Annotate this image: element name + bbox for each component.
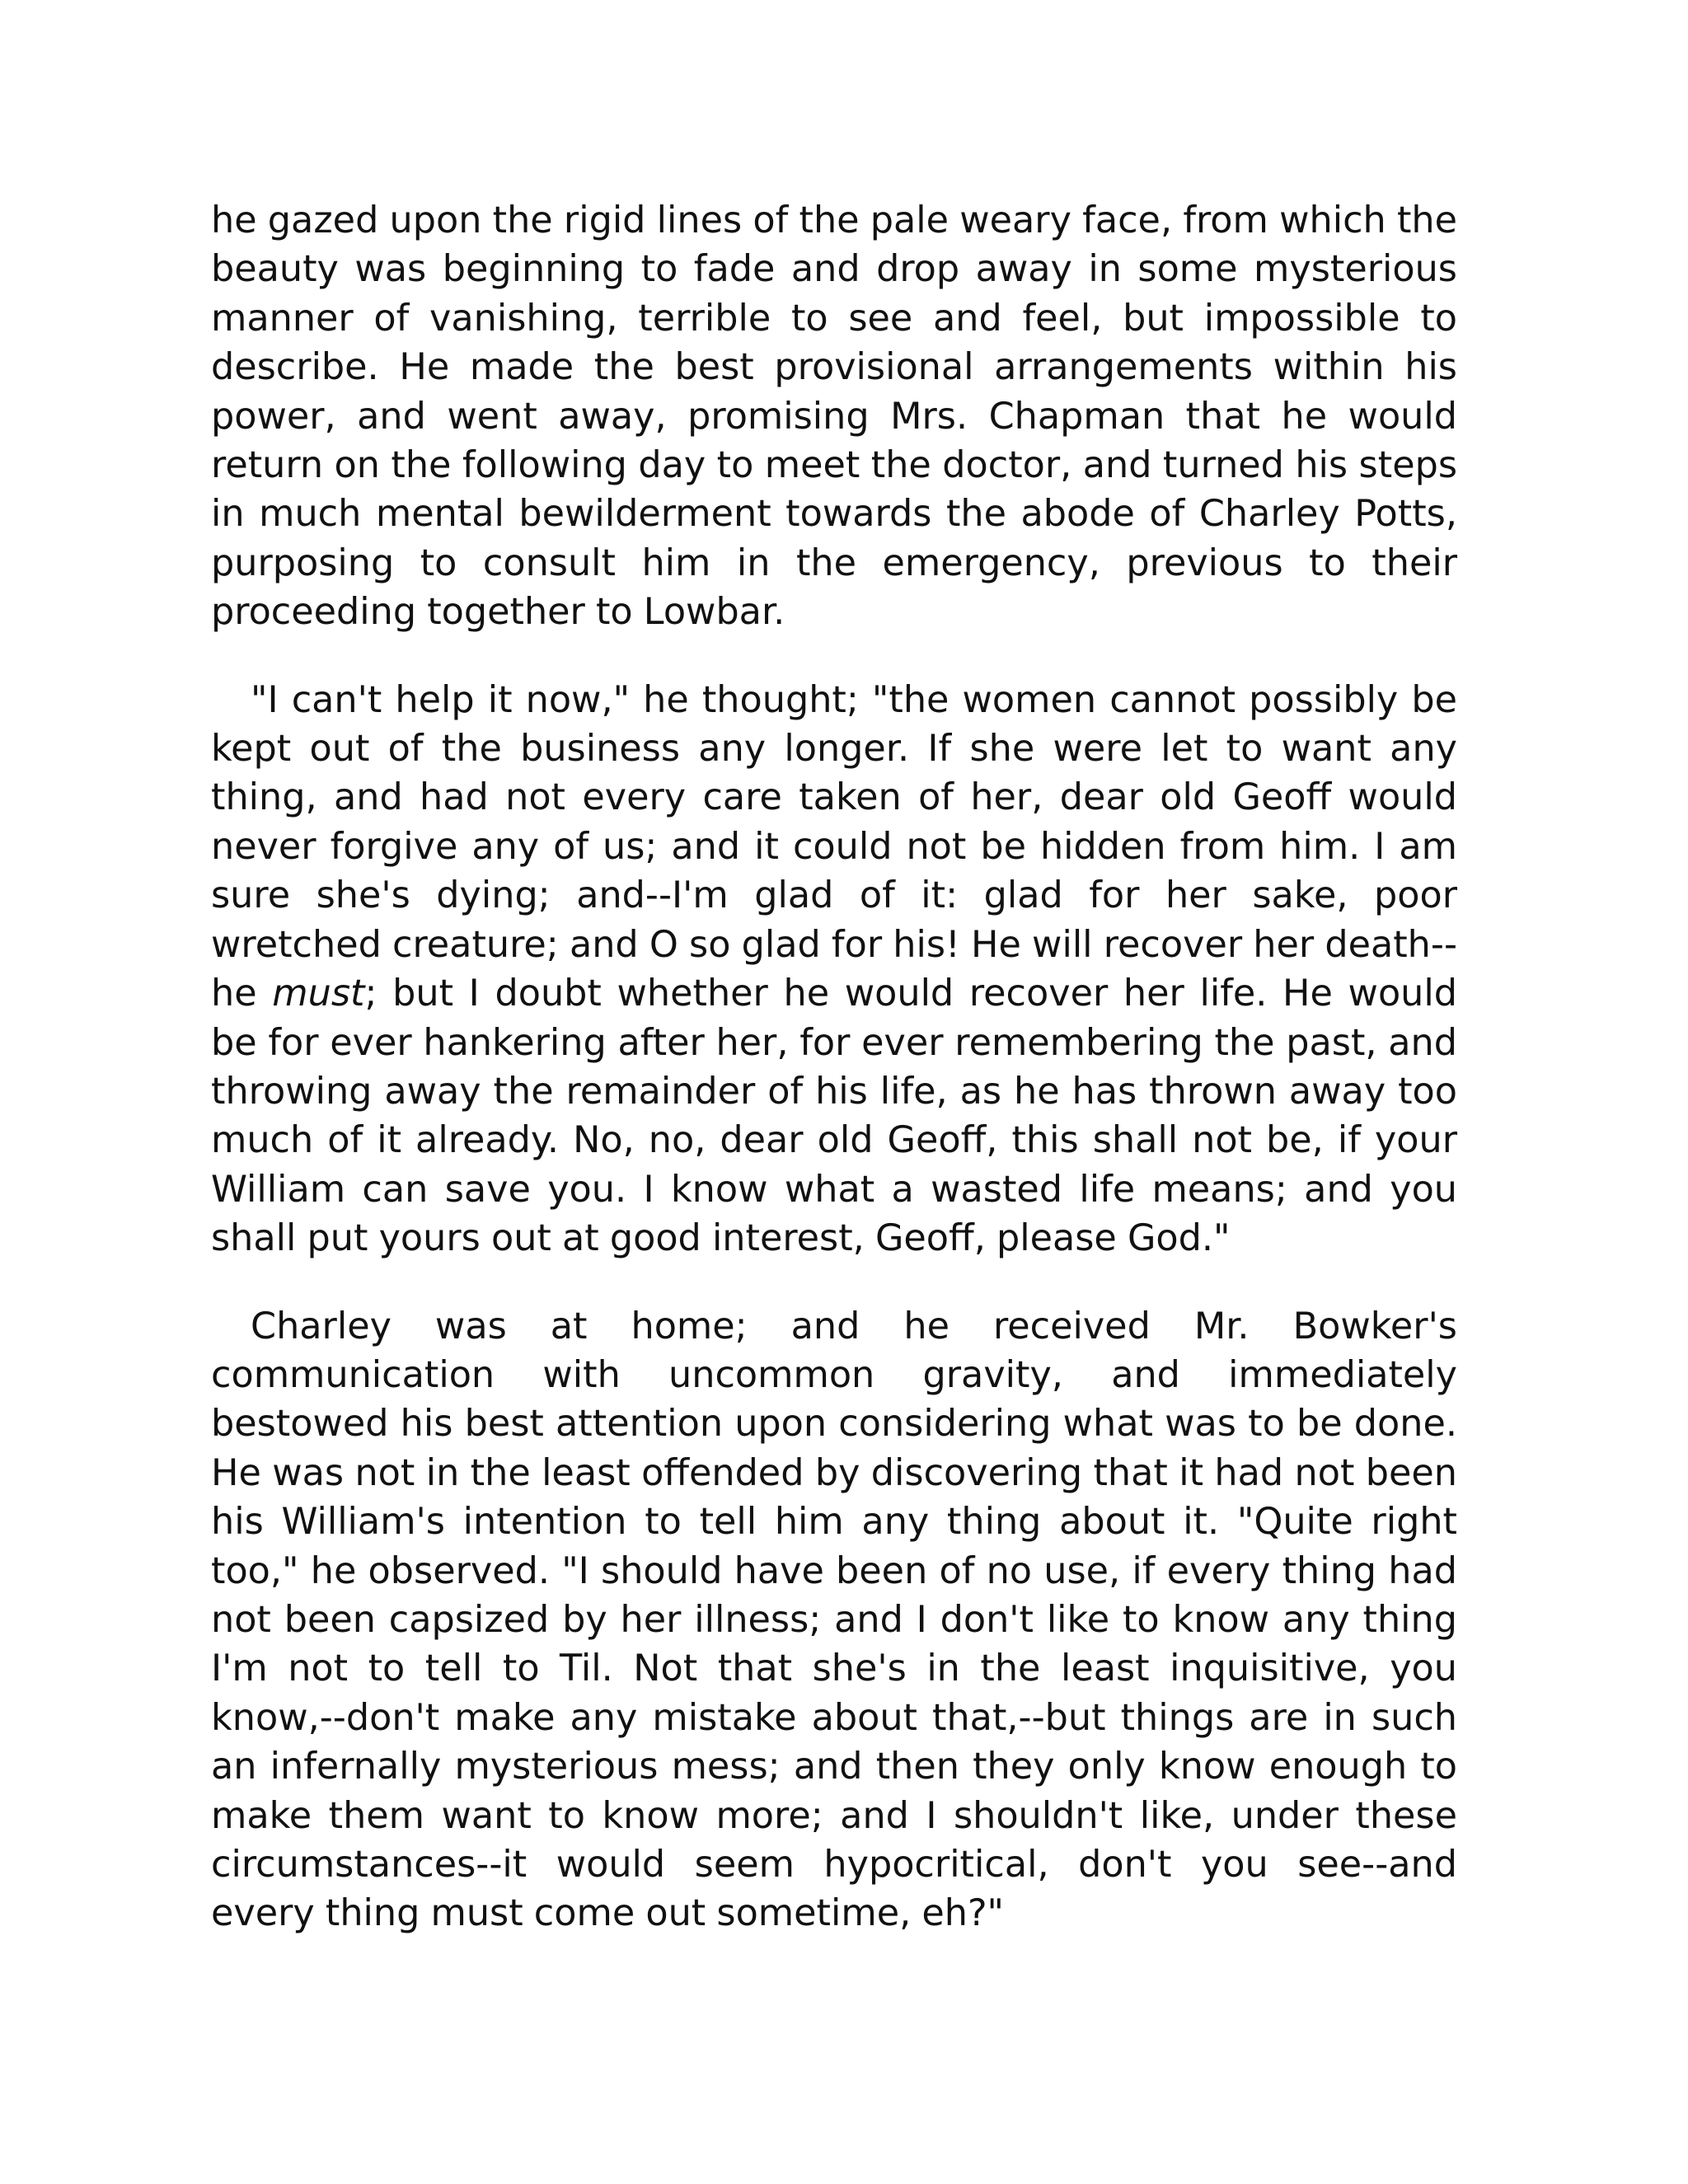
text-column xyxy=(211,196,1457,1938)
paragraph-charley-at-home: Charley was at home; and he received Mr. Bowker's communication with uncommon gravity, and immediately bestowed his best attention upon considering what was to be done. He was not in the least offended by discovering that it had not been his William's intention to tell him any thing about it. "Quite right too," he observed. "I should have been of no use, if every thing had not been capsized by her illness; and I don't like to know any thing I'm not to tell to Til. Not that she's in the least inquisitive, you know,--don't make any mistake about that,--but things are in such an infernally mysterious mess; and then they only know enough to make them want to know more; and I shouldn't like, under these circumstances--it would seem hypocritical, don't you see--and every thing must come out sometime, eh?" xyxy=(211,1305,1457,1935)
paragraph-text-before-italic: "I can't help it now," he thought; "the women cannot possibly be kept out of the business any longer. If she were let to want any thing, and had not every care taken of her, dear old Geoff would never forgive any of us; and it could not be hidden from him. I am sure she's dying; and--I'm glad of it: glad for her sake, poor wretched creature; and O so glad for his! He will recover her death--he xyxy=(211,678,1457,1015)
paragraph-text-after-italic: ; but I doubt whether he would recover her life. He would be for ever hankering after her, for ever remembering the past, and throwing away the remainder of his life, as he has thrown away too much of it already. No, no, dear old Geoff, this shall not be, if your William can save you. I know what a wasted life means; and you shall put yours out at good interest, Geoff, please God." xyxy=(211,972,1457,1260)
paragraph-continuation: he gazed upon the rigid lines of the pale weary face, from which the beauty was beginning to fade and drop away in some mysterious manner of vanishing, terrible to see and feel, but impossible to describe. He made the best provisional arrangements within his power, and went away, promising Mrs. Chapman that he would return on the following day to meet the doctor, and turned his steps in much mental bewilderment towards the abode of Charley Potts, purposing to consult him in the emergency, previous to their proceeding together to Lowbar. xyxy=(211,199,1457,634)
paragraph-bowker-thoughts xyxy=(211,676,1457,1263)
italic-emphasis: must xyxy=(272,972,365,1015)
